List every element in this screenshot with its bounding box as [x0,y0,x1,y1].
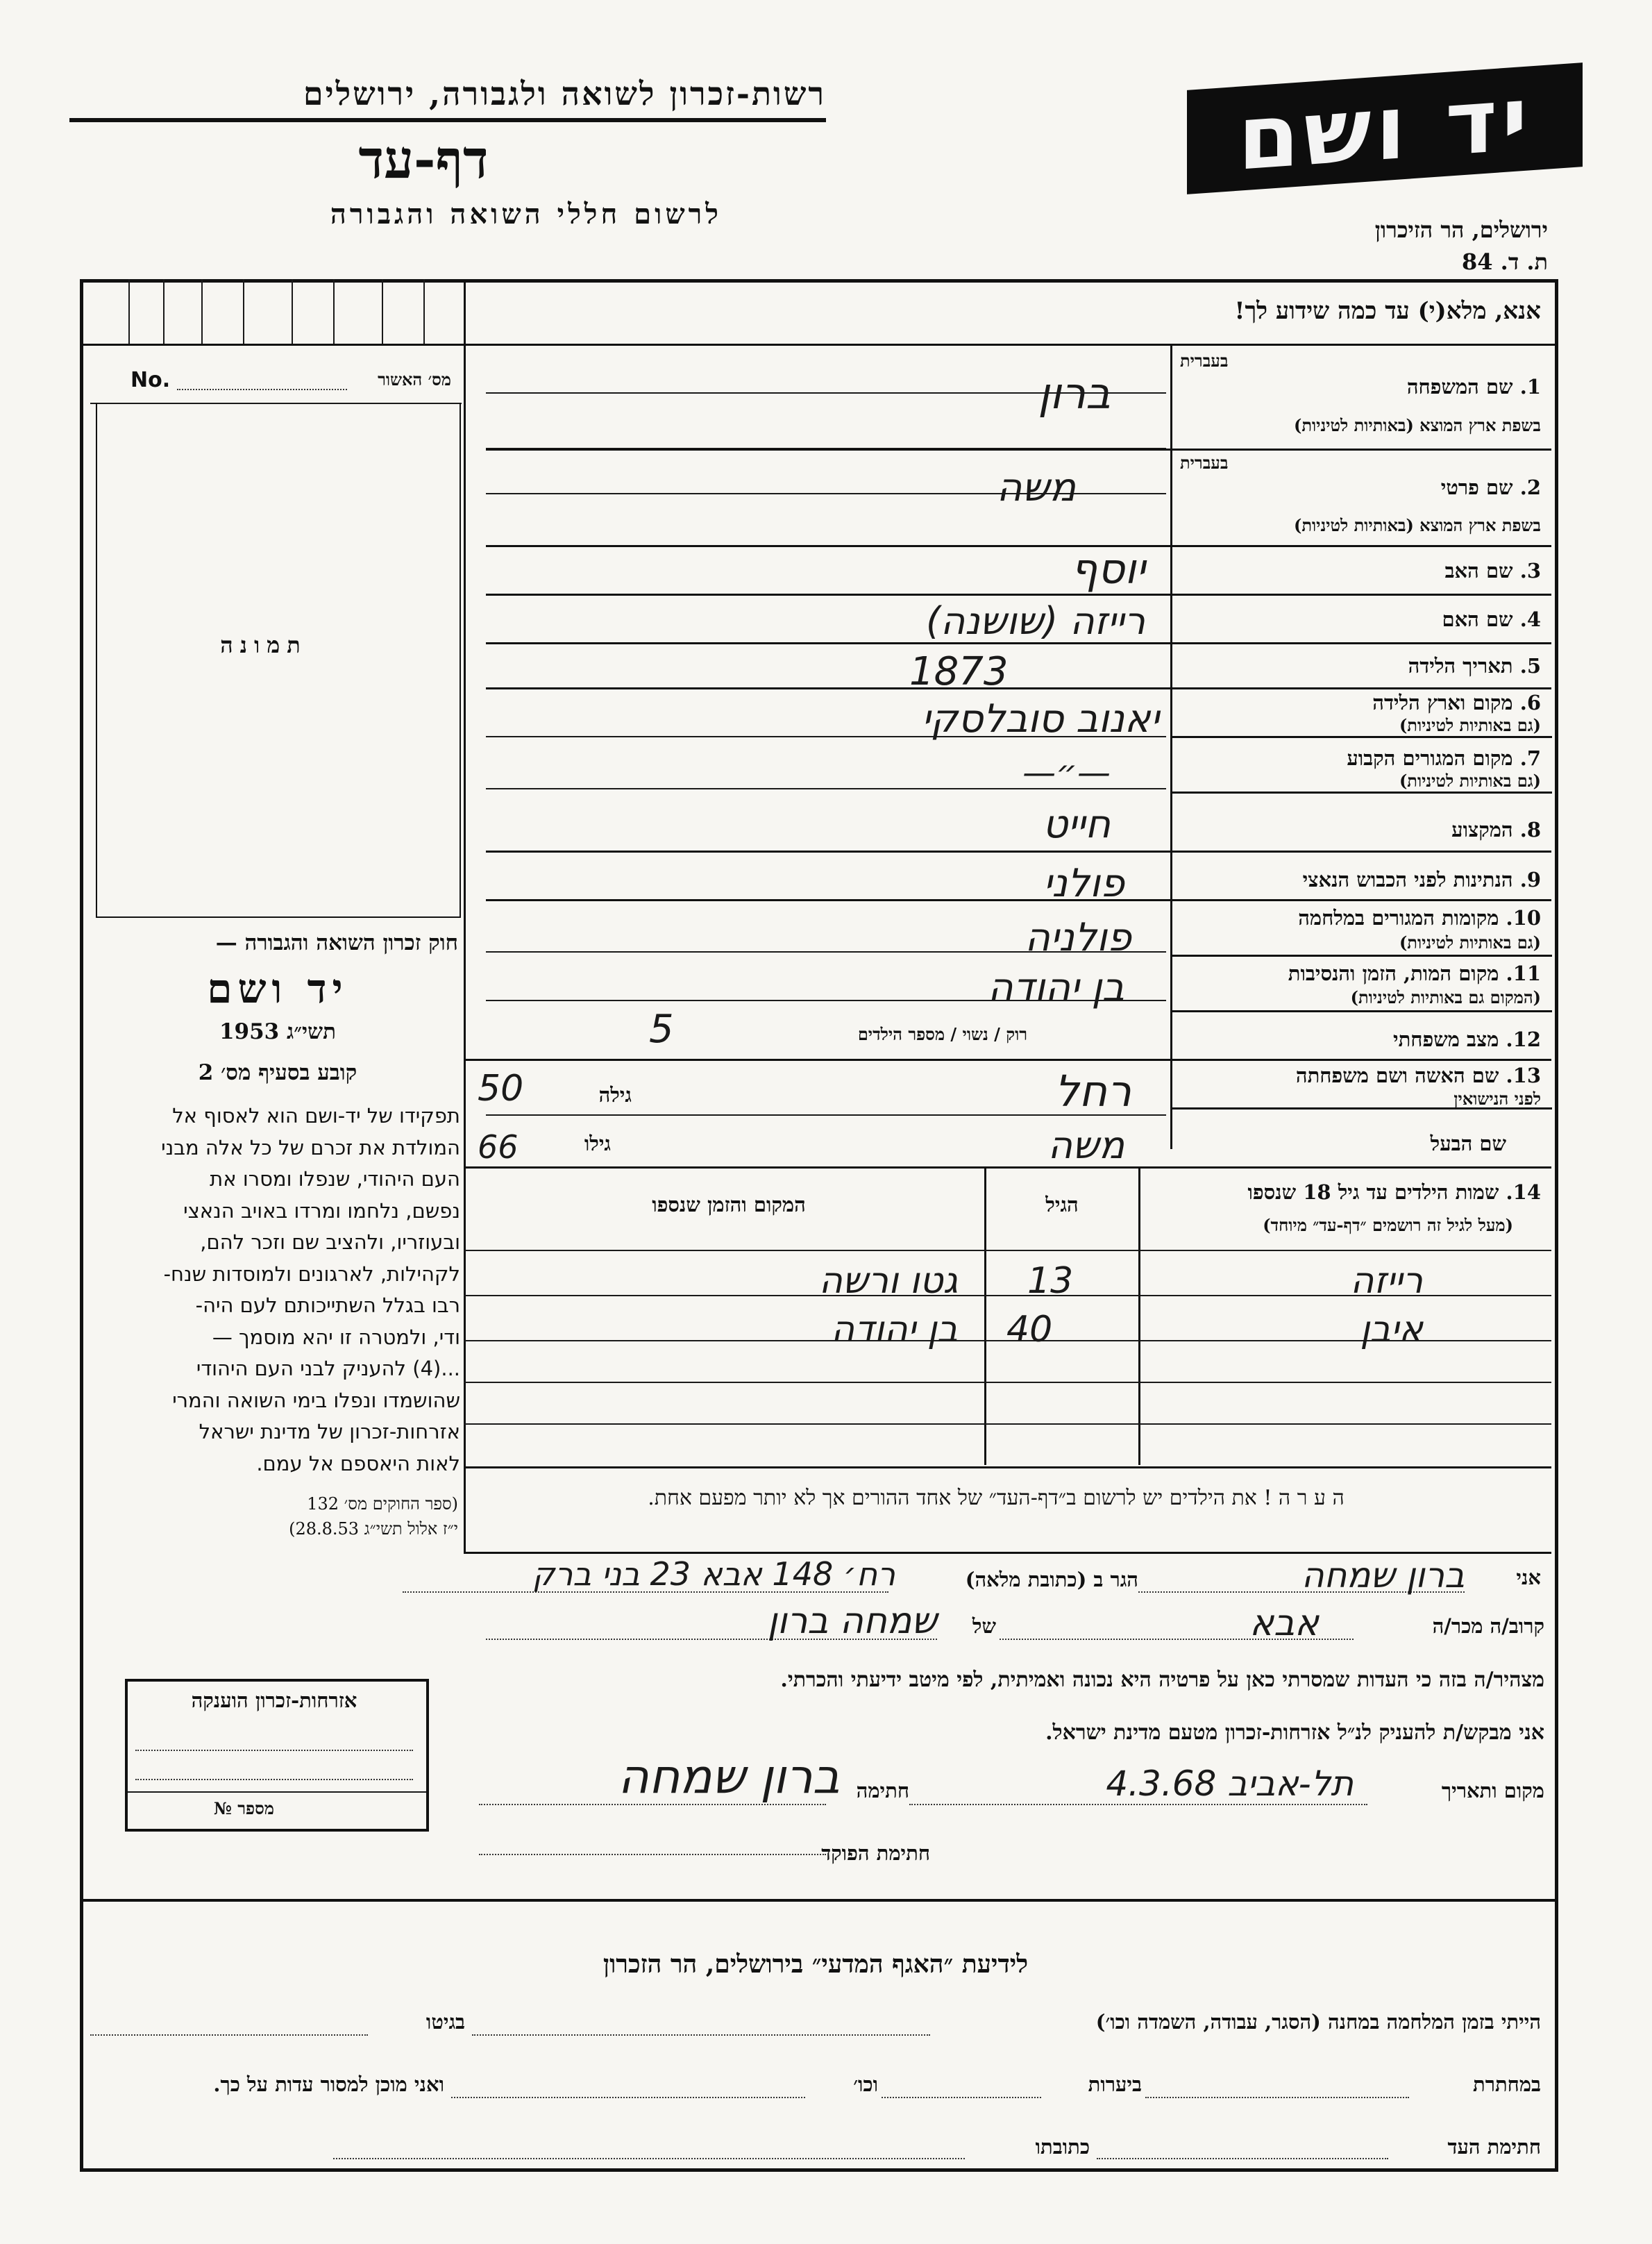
children-header-label: 14. שמות הילדים עד גיל 18 שנספו [1247,1180,1541,1204]
field-label-first-name: 2. שם פרטי [1440,476,1541,499]
children-age-col-divider-left [984,1166,986,1465]
relative-value[interactable]: אבא [1249,1602,1319,1644]
value-children-count[interactable]: 5 [649,1007,674,1052]
field-label-profession: 8. המקצוע [1451,818,1541,841]
field-label-death: 11. מקום המות, הזמן והנסיבות [1288,962,1541,985]
dotted-line [90,2034,368,2036]
law-ref-2: י״ז אלול תשי״ג 28.8.53) [289,1519,458,1539]
row-rule [1170,955,1552,957]
latin-sublabel: (גם באותיות לטיניות) [1399,932,1541,953]
request-text: אני מבקש/ת להעניק לנ״ל אזרחות-זכרון מטעם מדינת ישראל. [1045,1720,1544,1745]
children-age-col-divider-right [1138,1166,1140,1465]
of-label: של [972,1614,996,1638]
law-text-line: המולדת את זכרם של כל אלה מבני [161,1135,460,1159]
child-age[interactable]: 13 [1027,1260,1074,1302]
grid-cell [163,279,165,344]
hebrew-sublabel: בעברית [1180,453,1229,473]
value-mother-name[interactable]: רייזה (שושנה) [925,599,1145,643]
law-text-line: תפקידו של יד-ושם הוא לאסוף אל [172,1104,460,1128]
footer-line1-label: הייתי בזמן המלחמה במחנה (הסגר, עבודה, השמדה וכו׳) [1095,2010,1541,2034]
field-label-mother: 4. שם האם [1442,608,1541,631]
row-rule [1170,1010,1552,1012]
instruction-text: אנא, מלא(י) עד כמה שידוע לך! [1234,297,1541,325]
latin-sublabel: בשפת ארץ המוצא (באותיות לטיניות) [1294,515,1541,535]
row-rule [1170,792,1552,794]
law-text-line: ובעוזריו, ולהציב שם וזכר להם, [200,1230,460,1254]
photo-box [96,403,461,918]
footer-etc-label: וכו׳ [853,2073,878,2096]
child-age[interactable]: 40 [1006,1309,1053,1350]
children-header-rule [464,1250,1551,1251]
husband-age-label: גילו [584,1132,611,1155]
law-text-line: נפשם, נלחמו ומרדו באויב הנאצי [183,1198,460,1223]
value-profession[interactable]: חייט [1043,802,1111,847]
law-text [82,1100,460,1480]
value-family-name[interactable]: ברון [1038,368,1111,419]
children-row-rule [464,1423,1551,1425]
child-place[interactable]: בן יהודה [831,1309,958,1350]
hebrew-sublabel: בעברית [1180,351,1229,371]
footer-witness-signature-label: חתימת העד [1447,2135,1541,2159]
value-husband-age[interactable]: 66 [478,1128,519,1166]
left-panel-divider [464,279,466,1553]
law-title: חוק זכרון השואה והגבורה — [215,930,458,955]
instruction-rule [80,344,1555,346]
law-year: תשי״ג 1953 [219,1019,337,1044]
law-text-line: שהושמדו ונפלו בימי השואה והמרי [172,1388,460,1412]
footer-top-rule [80,1899,1555,1902]
reg-no-label-he: מס׳ האשור [378,369,451,390]
dotted-line [333,2158,965,2159]
yad-vashem-logo: יד ושם [1187,62,1583,194]
row-rule [1170,736,1552,738]
law-section: קובע בסעיף מס׳ 2 [198,1060,357,1085]
law-text-line: ...(4) להעניק לבני העם היהודי [196,1357,460,1380]
signature-value[interactable]: ברון שמחה [618,1750,840,1805]
value-first-name[interactable]: משה [996,465,1076,510]
field-label-family-name: 1. שם המשפחה [1406,375,1541,399]
dotted-line [909,1804,1367,1805]
value-residence[interactable]: —״— [1022,753,1111,792]
label-column-divider [1170,344,1172,1149]
marital-options: רוק / נשוי / מספר הילדים [857,1024,1027,1044]
law-name: יד ושם [207,965,348,1012]
law-text-line: רבו בגלל השתייכותם לעם היה- [195,1293,460,1317]
children-header-sub: (מעל לגיל זה רושמים ״דף-עד״ מיוחד) [1263,1215,1513,1235]
law-text-line: לאות היאספם אל עמם. [256,1451,460,1475]
grid-cell [333,279,335,344]
field-label-wartime-residence: 10. מקומות המגורים במלחמה [1298,906,1541,930]
dotted-line [451,2097,805,2098]
field-label-birthplace: 6. מקום וארץ הלידה [1372,691,1541,714]
latin-sublabel: לפני הנישואין [1453,1089,1541,1109]
citizenship-box-rule [128,1791,426,1793]
latin-sublabel: (גם באותיות לטיניות) [1399,771,1541,791]
of-value[interactable]: שמחה ברון [767,1600,937,1642]
latin-sublabel: (המקום גם באותיות לטיניות) [1350,987,1541,1007]
row-rule [486,851,1551,853]
citizenship-box-number: מספר № [213,1798,274,1818]
children-age-col-header: הגיל [1045,1193,1079,1216]
declarant-name[interactable]: ברון שמחה [1301,1555,1465,1596]
value-death-place[interactable]: בן יהודה [988,965,1124,1010]
grid-cell [201,279,203,344]
value-wife-age[interactable]: 50 [478,1068,524,1110]
children-note: ה ע ר ה ! את הילדים יש לרשום ב״דף-העד״ של אחד ההורים אך לא יותר מפעם אחת. [648,1486,1345,1510]
law-ref-1: (ספר החוקים מס׳ 132 [307,1494,458,1514]
signature-label: חתימה [856,1779,909,1802]
dotted-line [479,1854,826,1855]
row-rule [464,1059,1551,1061]
law-text-line: ודי, ולמטרה זו יהא מוסמך — [212,1325,460,1349]
grid-cell [292,279,293,344]
dotted-line [882,2097,1041,2098]
child-place[interactable]: גטו ורשה [818,1260,958,1302]
row-rule [486,687,1551,689]
footer-ghetto-label: בגיטו [425,2010,465,2034]
value-birthplace[interactable]: יאנוב סובלסקי [921,696,1159,742]
row-rule [486,594,1551,596]
value-birthdate[interactable]: 1873 [909,649,1009,694]
place-date-label: מקום ותאריך [1441,1779,1544,1802]
field-label-husband: שם הבעל [1430,1132,1506,1155]
official-signature-label: חתימת הפוקד [821,1841,930,1865]
relative-label: קרוב/ה מכר/ה [1432,1614,1544,1638]
dotted-line [135,1779,413,1780]
value-wife-name[interactable]: רחל [1054,1066,1131,1116]
grid-cell [382,279,383,344]
header-rule [69,118,826,122]
field-label-nationality: 9. הנתינות לפני הכבוש הנאצי [1302,868,1541,891]
child-name[interactable]: איבן [1360,1309,1423,1350]
dotted-line [472,2034,930,2036]
footer-address-label: כתובתו [1035,2135,1090,2159]
note-rule [464,1552,1551,1554]
declarant-address[interactable]: רח׳ 148 אבא 23 בני ברק [532,1555,895,1593]
value-father-name[interactable]: יוסף [1070,545,1145,594]
citizenship-box-title: אזרחות-זכרון הוענקה [191,1689,357,1712]
children-table-bottom [464,1466,1551,1468]
form-subtitle: לרשום חללי השואה והגבורה [330,198,722,231]
grid-cell [423,279,425,344]
value-wartime-residence[interactable]: פולניה [1025,915,1131,960]
place-date-value[interactable]: תל-אביב 4.3.68 [1106,1764,1354,1804]
value-nationality[interactable]: פולני [1043,861,1124,906]
declarant-ani-label: אני [1516,1566,1541,1589]
field-label-birthdate: 5. תאריך הלידה [1408,654,1541,678]
footer-underground-label: במחתרת [1473,2073,1541,2096]
field-label-wife: 13. שם האשה ושם משפחתה [1295,1064,1541,1087]
value-husband-name[interactable]: משה [1047,1123,1124,1167]
footer-title: לידיעת ״האגף המדעי״ בירושלים, הר הזכרון [602,1950,1029,1979]
law-text-line: העם היהודי, שנפלו ומסרו את [210,1167,460,1191]
field-label-residence: 7. מקום המגורים הקבוע [1347,746,1541,770]
grid-cell [128,279,130,344]
latin-sublabel: בשפת ארץ המוצא (באותיות לטיניות) [1294,415,1541,435]
grid-cell [243,279,244,344]
address: ירושלים, הר הזיכרון [1374,217,1548,243]
declaration-text: מצהיר/ה בזה כי העדות שמסרתי כאן על פרטיה היא נכונה ואמיתית, לפי מיטב ידיעתי והכרתי. [780,1668,1544,1692]
po-box: ת. ד. 84 [1462,249,1548,275]
wife-age-label: גילה [598,1083,632,1107]
footer-willing-text: ואני מוכן למסור עדות על כך. [213,2073,444,2096]
row-rule [486,449,1551,451]
law-text-line: לקהילות, לארגונים ולמוסדות שנח- [163,1262,460,1286]
dotted-line [1145,2097,1409,2098]
children-row-rule [464,1382,1551,1383]
declarant-address-label: הגר ב (כתובת מלאה) [965,1568,1138,1591]
footer-forests-label: ביערות [1088,2073,1142,2096]
reg-no-label: No. [130,368,171,392]
child-name[interactable]: רייזה [1350,1260,1423,1302]
children-place-col-header: המקום והזמן שנספו [652,1193,806,1216]
field-label-father: 3. שם האב [1444,559,1541,583]
dotted-line [135,1750,413,1751]
field-label-marital: 12. מצב משפחתי [1393,1028,1541,1051]
law-text-line: אזרחות-זכרון של מדינת ישראל [199,1420,460,1443]
reg-no-field[interactable] [177,389,347,390]
authority-heading: רשות-זכרון לשואה ולגבורה, ירושלים [303,75,826,112]
dotted-line [1097,2158,1388,2159]
photo-label: תמונה [220,632,307,658]
form-title: דף-עד [358,128,489,190]
latin-sublabel: (גם באותיות לטיניות) [1399,715,1541,735]
